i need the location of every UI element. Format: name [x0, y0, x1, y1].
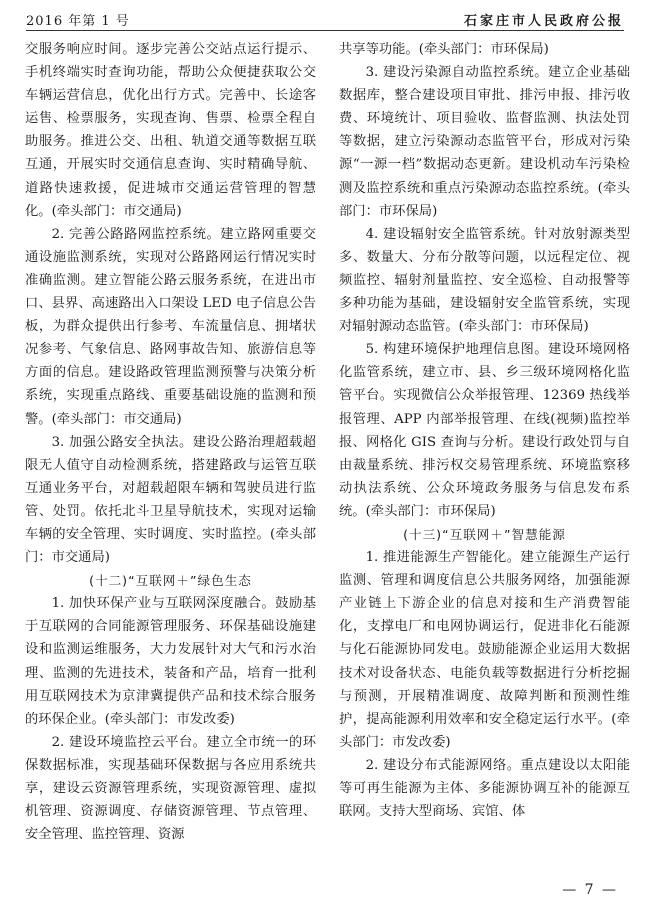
paragraph: 5. 构建环境保护地理信息图。建设环境网格化监管系统，建立市、县、乡三级环境网格化监管平台。实现微信公众举报管理、12369 热线举报管理、APP 内部举报管理、在线(视频)监控举报、网格化 GIS 查询与分析。建设行政处罚与自由裁量系统、排污权交易管理系统、环境监察移动执法系统、公众环境政务服务与信息发布系统。(牵头部门：市环保局)	[339, 342, 630, 519]
paragraph: 1. 推进能源生产智能化。建立能源生产运行监测、管理和调度信息公共服务网络，加强能源产业链上下游企业的信息对接和生产消费智能化，支撑电厂和电网协调运行，促进非化石能源与化石能源协同发电。鼓励能源企业运用大数据技术对设备状态、电能负载等数据进行分析挖掘与预测，开展精准调度、故障判断和预测性维护，提高能源利用效率和安全稳定运行水平。(牵头部门：市发改委)	[339, 550, 630, 750]
right-column	[339, 38, 630, 872]
paragraph: 交服务响应时间。逐步完善公交站点运行提示、手机终端实时查询功能，帮助公众便捷获取公交车辆运营信息，优化出行方式。完善中、长途客运售、检票服务，实现查询、售票、检票全程自助服务。推进公交、出租、轨道交通等数据互联互通，开展实时交通信息查询、实时精确导航、道路快速救援，促进城市交通运营管理的智慧化。(牵头部门：市交通局)	[25, 42, 316, 219]
paragraph: 4. 建设辐射安全监管系统。针对放射源类型多、数量大、分布分散等问题，以远程定位、视频监控、辐射剂量监控、安全巡检、自动报警等多种功能为基础，建设辐射安全监管系统，实现对辐射源动态监管。(牵头部门：市环保局)	[339, 226, 630, 335]
page-number: — 7 —	[562, 882, 618, 898]
paragraph: 2. 建设分布式能源网络。重点建设以太阳能等可再生能源为主体、多能源协调互补的能源互联网。支持大型商场、宾馆、体	[339, 757, 630, 820]
issue-label: 2016 年第 1 号	[26, 14, 130, 29]
paragraph: 1. 加快环保产业与互联网深度融合。鼓励基于互联网的合同能源管理服务、环保基础设施建设和监测运维服务，大力发展针对大气和污水治理、监测的先进技术，装备和产品，培育一批利用互联网技术为京津冀提供产品和技术综合服务的环保企业。(牵头部门：市发改委)	[25, 596, 316, 727]
paragraph: 2. 完善公路路网监控系统。建立路网重要交通设施监测系统，实现对公路路网运行情况实时准确监测。建立智能公路云服务系统，在进出市口、县界、高速路出入口架设 LED 电子信息公告板，为群众提供出行参考、车流量信息、拥堵状况参考、气象信息、路网事故告知、旅游信息等方面的信息。建设路政管理监测预警与决策分析系统，实现重点路线、重要基础设施的监测和预警。(牵头部门：市交通局)	[25, 226, 316, 427]
paragraph: 3. 建设污染源自动监控系统。建立企业基础数据库，整合建设项目审批、排污申报、排污收费、环境统计、项目验收、监督监测、执法处罚等数据，建立污染源动态监管平台，形成对污染源“一源一档”数据动态更新。建设机动车污染检测及监控系统和重点污染源动态监控系统。(牵头部门：市环保局)	[339, 65, 630, 219]
paragraph: 3. 加强公路安全执法。建设公路治理超载超限无人值守自动检测系统，搭建路政与运管互联互通业务平台，对超载超限车辆和驾驶员进行监管、处罚。依托北斗卫星导航技术，实现对运输车辆的安全管理、实时调度、实时监控。(牵头部门：市交通局)	[25, 434, 316, 566]
publication-title: 石家庄市人民政府公报	[463, 14, 624, 29]
section-heading-12: (十二)“互联网＋”绿色生态	[89, 573, 252, 589]
left-column	[25, 38, 316, 872]
paragraph: 共享等功能。(牵头部门：市环保局)	[339, 42, 549, 57]
paragraph: 2. 建设环境监控云平台。建立全市统一的环保数据标准，实现基础环保数据与各应用系统共享，建设云资源管理系统，实现资源管理、虚拟机管理、资源调度、存储资源管理、节点管理、安全管理、监控管理、资源	[25, 734, 316, 843]
section-heading-13: (十三)“互联网＋”智慧能源	[403, 526, 566, 542]
page-header	[26, 8, 624, 31]
